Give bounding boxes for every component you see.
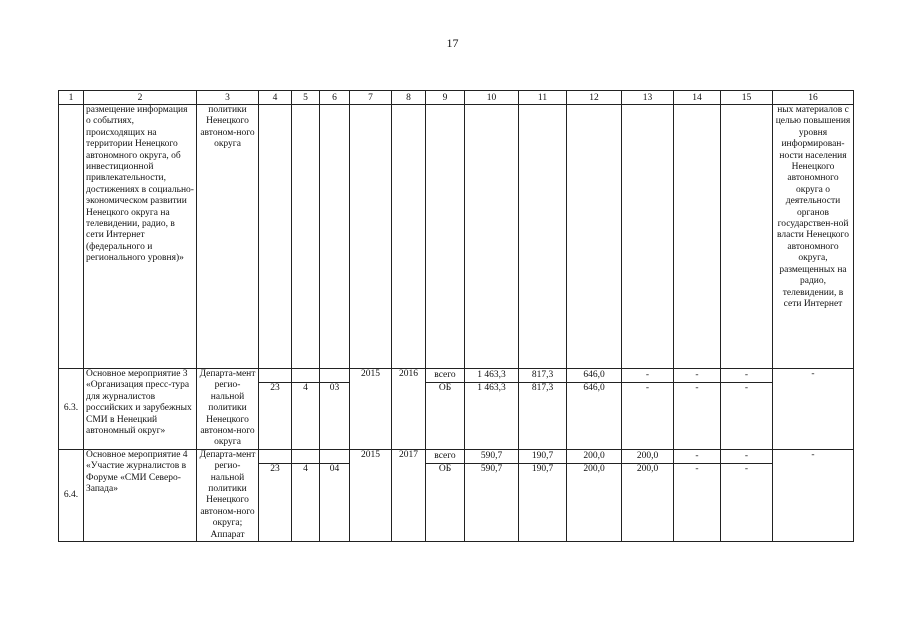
header-cell: 16 <box>773 91 854 105</box>
header-cell: 11 <box>519 91 567 105</box>
activity-name: Основное мероприятие 4 «Участие журналистов в Форуме «СМИ Северо-Запада» <box>84 449 197 541</box>
end-year: 2017 <box>392 449 426 541</box>
funding-source: всего <box>426 369 465 383</box>
header-row <box>59 91 854 105</box>
program-table <box>58 90 854 542</box>
cell-empty <box>465 105 519 369</box>
header-cell: 3 <box>197 91 259 105</box>
amount-year: - <box>721 463 773 541</box>
amount-year: 817,3 <box>519 369 567 383</box>
amount-year: - <box>674 449 721 463</box>
amount-year: 190,7 <box>519 449 567 463</box>
amount-total: 590,7 <box>465 463 519 541</box>
funding-source: ОБ <box>426 463 465 541</box>
amount-year: 200,0 <box>567 449 622 463</box>
cell-empty <box>392 105 426 369</box>
activity-name-continued: размещение информация о событиях, происходящих на территории Ненецкого автономного округа, об инвестиционной привлекательности, достижениях в социально-экономическом развитии Ненецкого округа на телевидении, радио, в сети Интернет (федерального и регионального уровня)» <box>84 105 197 369</box>
cell-empty <box>674 105 721 369</box>
amount-year: - <box>721 369 773 383</box>
cell-empty <box>292 105 320 369</box>
end-year: 2016 <box>392 369 426 450</box>
start-year: 2015 <box>350 449 392 541</box>
budget-code-1: 23 <box>259 383 292 450</box>
header-cell: 9 <box>426 91 465 105</box>
header-cell: 12 <box>567 91 622 105</box>
budget-code-2: 4 <box>292 383 320 450</box>
cell-empty <box>721 105 773 369</box>
amount-year: - <box>674 383 721 450</box>
result-continued: ных материалов с целью повышения уровня информирован-ности населения Ненецкого автономного округа о деятельности органов государствен-ной власти Ненецкого автономного округа, размещенных на радио, телевидении, в сети Интернет <box>773 105 854 369</box>
amount-year: - <box>721 449 773 463</box>
cell-empty <box>59 105 84 369</box>
cell-empty <box>519 105 567 369</box>
amount-year: - <box>622 383 674 450</box>
funding-source: ОБ <box>426 383 465 450</box>
result-value: - <box>773 369 854 450</box>
header-cell: 14 <box>674 91 721 105</box>
header-cell: 7 <box>350 91 392 105</box>
header-cell: 8 <box>392 91 426 105</box>
cell-empty <box>259 105 292 369</box>
cell-empty <box>320 369 350 383</box>
amount-year: 190,7 <box>519 463 567 541</box>
amount-total: 590,7 <box>465 449 519 463</box>
amount-year: 646,0 <box>567 383 622 450</box>
header-cell: 1 <box>59 91 84 105</box>
header-cell: 6 <box>320 91 350 105</box>
amount-year: 817,3 <box>519 383 567 450</box>
cell-empty <box>426 105 465 369</box>
cell-empty <box>259 449 292 463</box>
cell-empty <box>320 105 350 369</box>
cell-empty <box>292 449 320 463</box>
result-value: - <box>773 449 854 541</box>
amount-year: 200,0 <box>622 463 674 541</box>
amount-total: 1 463,3 <box>465 369 519 383</box>
header-cell: 2 <box>84 91 197 105</box>
department-continued: политики Ненецкого автоном-ного округа <box>197 105 259 369</box>
cell-empty <box>622 105 674 369</box>
amount-year: - <box>721 383 773 450</box>
page-number: 17 <box>446 36 459 50</box>
cell-empty <box>320 449 350 463</box>
amount-year: - <box>674 463 721 541</box>
budget-code-2: 4 <box>292 463 320 541</box>
header-cell: 10 <box>465 91 519 105</box>
budget-code-3: 04 <box>320 463 350 541</box>
amount-total: 1 463,3 <box>465 383 519 450</box>
start-year: 2015 <box>350 369 392 450</box>
header-cell: 15 <box>721 91 773 105</box>
header-cell: 4 <box>259 91 292 105</box>
department: Департа-мент регио-нальной политики Ненецкого автоном-ного округа; Аппарат <box>197 449 259 541</box>
activity-name: Основное мероприятие 3 «Организация пресс-тура для журналистов российских и зарубежных СМИ в Ненецкий автономный округ» <box>84 369 197 450</box>
table-row-continuation <box>59 105 854 369</box>
row-number: 6.3. <box>59 369 84 450</box>
amount-year: - <box>622 369 674 383</box>
funding-source: всего <box>426 449 465 463</box>
table-row-6-3-total <box>59 369 854 383</box>
cell-empty <box>259 369 292 383</box>
cell-empty <box>292 369 320 383</box>
amount-year: 200,0 <box>567 463 622 541</box>
table-row-6-4-total <box>59 449 854 463</box>
row-number: 6.4. <box>59 449 84 541</box>
department: Департа-мент регио-нальной политики Ненецкого автоном-ного округа <box>197 369 259 450</box>
header-cell: 13 <box>622 91 674 105</box>
header-cell: 5 <box>292 91 320 105</box>
budget-code-3: 03 <box>320 383 350 450</box>
cell-empty <box>567 105 622 369</box>
amount-year: 646,0 <box>567 369 622 383</box>
budget-code-1: 23 <box>259 463 292 541</box>
cell-empty <box>350 105 392 369</box>
amount-year: - <box>674 369 721 383</box>
amount-year: 200,0 <box>622 449 674 463</box>
